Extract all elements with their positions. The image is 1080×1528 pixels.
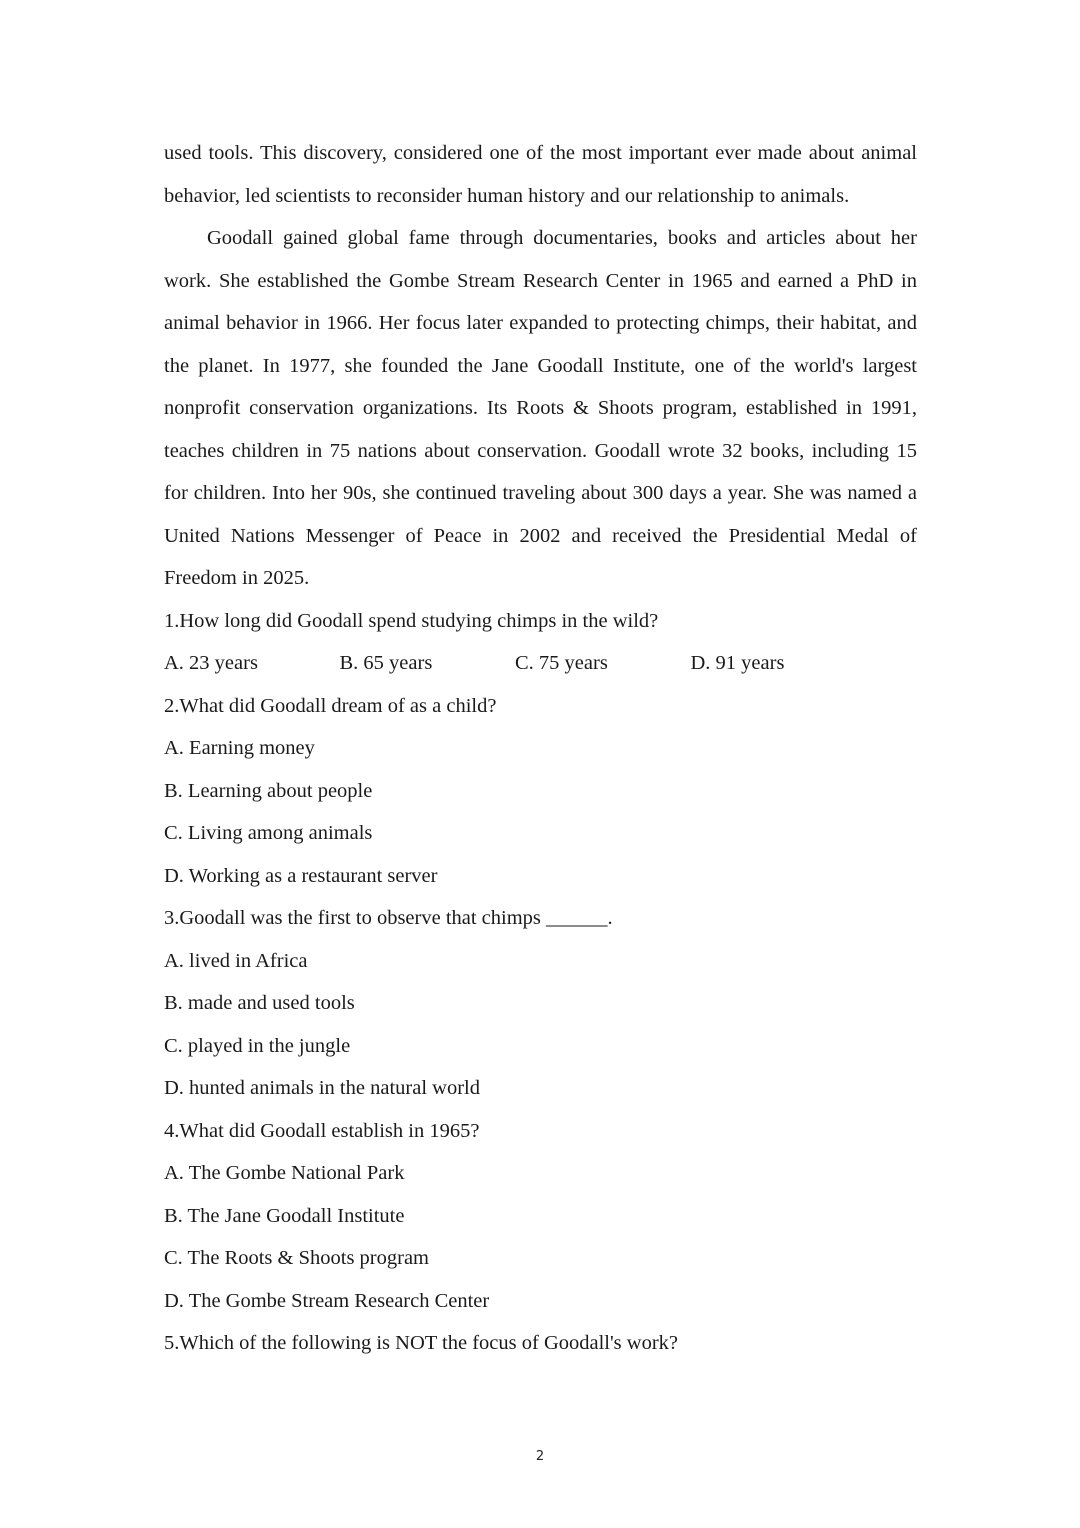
- question-1-option-b: B. 65 years: [339, 652, 433, 674]
- question-4-stem: 4.What did Goodall establish in 1965?: [164, 1119, 480, 1142]
- question-3-option-c: C. played in the jungle: [164, 1034, 351, 1057]
- question-2-stem: 2.What did Goodall dream of as a child?: [164, 694, 497, 717]
- question-4-option-d: D. The Gombe Stream Research Center: [164, 1289, 490, 1312]
- question-1-options: [164, 642, 917, 685]
- passage-paragraph-1: used tools. This discovery, considered one of the most important ever made about animal behavior, led scientists to reconsider human history and our relationship to animals.: [164, 142, 917, 207]
- passage-paragraph-2: Goodall gained global fame through documentaries, books and articles about her work. She established the Gombe Stream Research Center in 1965 and earned a PhD in animal behavior in 1966. Her focus later expanded to protecting chimps, their habitat, and the planet. In 1977, she founded the Jane Goodall Institute, one of the world's largest nonprofit conservation organizations. Its Roots & Shoots program, established in 1991, teaches children in 75 nations about conservation. Goodall wrote 32 books, including 15 for children. Into her 90s, she continued traveling about 300 days a year. She was named a United Nations Messenger of Peace in 2002 and received the Presidential Medal of Freedom in 2025.: [164, 227, 917, 589]
- question-1-option-c: C. 75 years: [515, 652, 608, 674]
- question-4-option-b: B. The Jane Goodall Institute: [164, 1204, 405, 1227]
- question-4-option-c: C. The Roots & Shoots program: [164, 1247, 429, 1269]
- question-1-stem: 1.How long did Goodall spend studying chimps in the wild?: [164, 609, 659, 632]
- question-3-option-b: B. made and used tools: [164, 992, 355, 1014]
- question-2-option-d: D. Working as a restaurant server: [164, 864, 438, 887]
- question-3-option-d: D. hunted animals in the natural world: [164, 1077, 480, 1099]
- question-1-option-a: A. 23 years: [164, 652, 258, 674]
- page-number: 2: [535, 1449, 545, 1464]
- question-5-stem: 5.Which of the following is NOT the focus of Goodall's work?: [164, 1332, 679, 1354]
- question-4-option-a: A. The Gombe National Park: [164, 1162, 405, 1184]
- question-2-option-a: A. Earning money: [164, 737, 315, 759]
- question-1-option-d: D. 91 years: [690, 652, 785, 674]
- question-2-option-b: B. Learning about people: [164, 779, 373, 802]
- page-content: [164, 132, 917, 1365]
- question-3-stem: 3.Goodall was the first to observe that chimps ______.: [164, 907, 613, 929]
- question-2-option-c: C. Living among animals: [164, 822, 373, 844]
- question-3-option-a: A. lived in Africa: [164, 949, 308, 972]
